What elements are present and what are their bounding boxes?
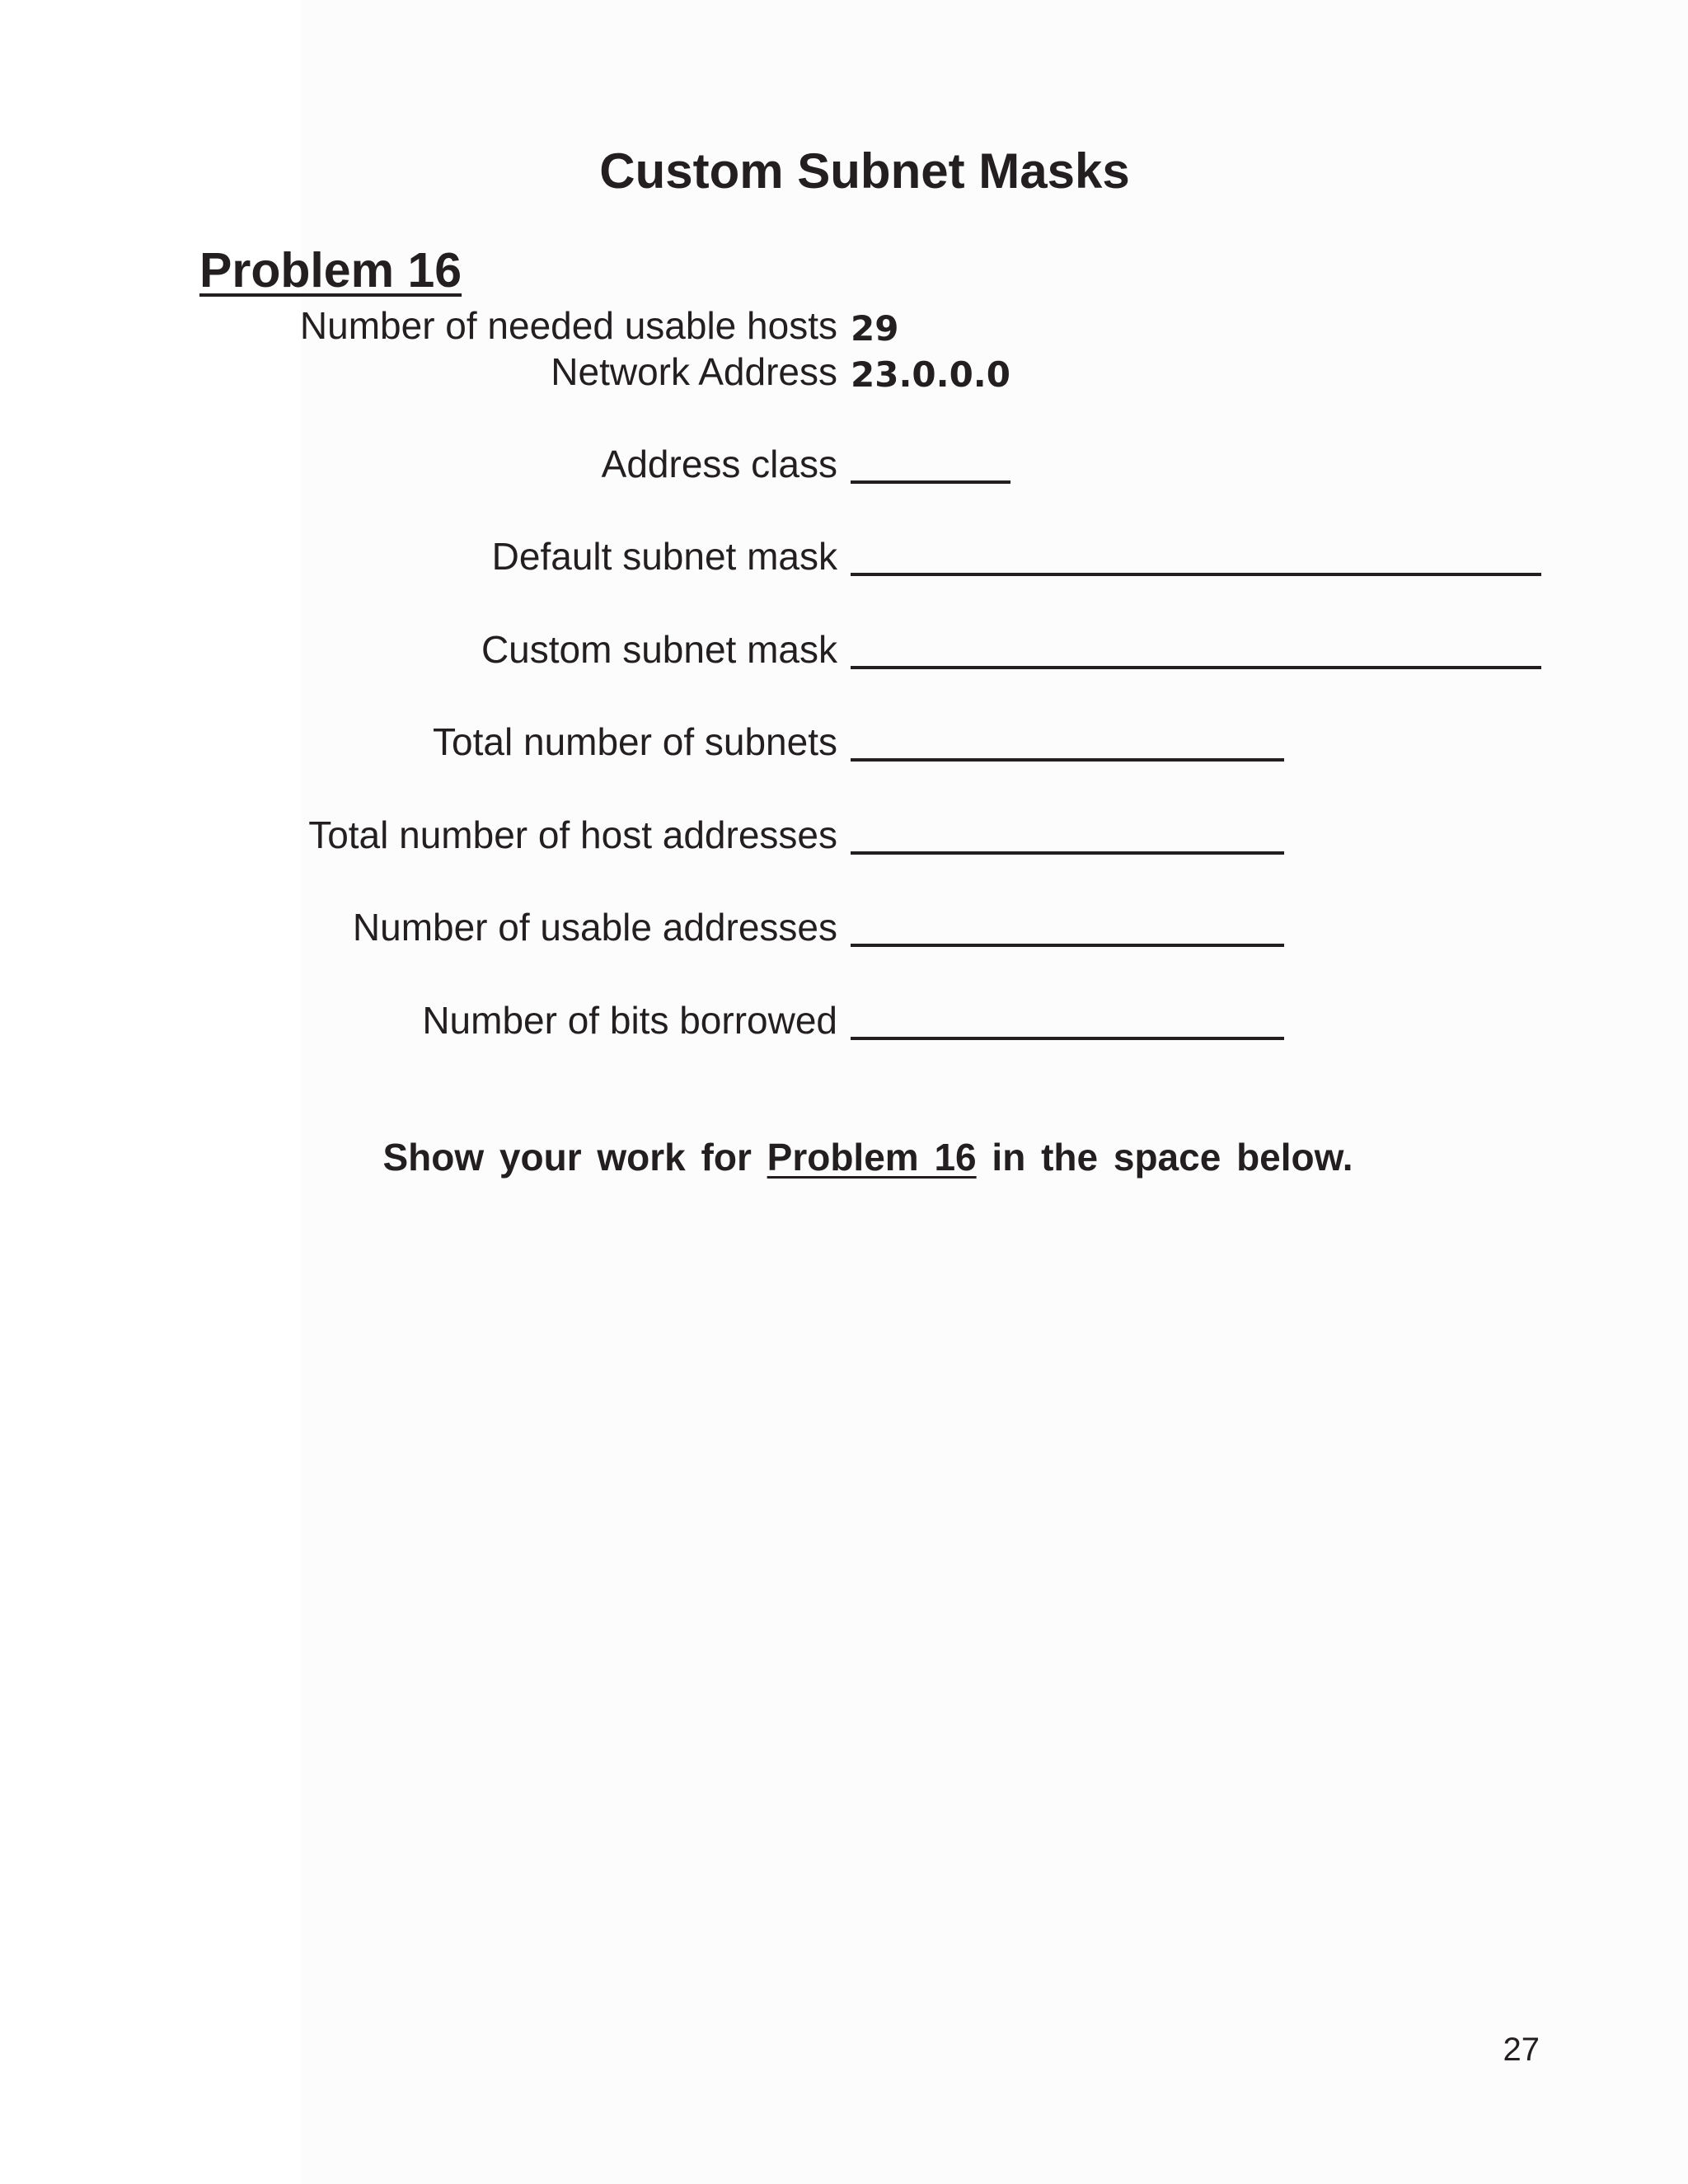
usable-addresses-label: Number of usable addresses: [352, 906, 837, 949]
bits-borrowed-answer-line[interactable]: [851, 1037, 1284, 1040]
address-class-answer-line[interactable]: [851, 480, 1010, 484]
work-prompt-problem-reference: Problem 16: [767, 1136, 977, 1179]
total-host-addresses-answer-line[interactable]: [851, 851, 1284, 855]
given-hosts-label: Number of needed usable hosts: [299, 304, 837, 347]
custom-subnet-mask-answer-line[interactable]: [851, 666, 1541, 669]
custom-subnet-mask-label: Custom subnet mask: [481, 628, 837, 671]
total-subnets-row: [0, 715, 1688, 768]
work-prompt: [0, 1131, 1688, 1183]
page-number: 27: [1503, 2032, 1540, 2068]
default-subnet-mask-answer-line[interactable]: [851, 573, 1541, 576]
work-prompt-lead: Show your work for: [382, 1136, 752, 1179]
given-network-label: Network Address: [551, 350, 837, 393]
given-hosts-row: [0, 299, 1688, 352]
total-subnets-label: Total number of subnets: [433, 720, 837, 763]
problem-heading: Problem 16: [199, 243, 462, 298]
bits-borrowed-row: [0, 994, 1688, 1047]
address-class-row: [0, 438, 1688, 490]
given-hosts-value: 29: [851, 308, 899, 349]
given-network-row: [0, 345, 1688, 398]
given-network-value: 23.0.0.0: [851, 354, 1010, 395]
usable-addresses-row: [0, 901, 1688, 954]
total-host-addresses-label: Total number of host addresses: [308, 813, 837, 856]
custom-subnet-mask-row: [0, 623, 1688, 676]
work-prompt-tail: in the space below.: [992, 1136, 1353, 1179]
usable-addresses-answer-line[interactable]: [851, 944, 1284, 947]
address-class-label: Address class: [601, 443, 837, 485]
default-subnet-mask-row: [0, 530, 1688, 583]
total-subnets-answer-line[interactable]: [851, 758, 1284, 762]
total-host-addresses-row: [0, 808, 1688, 861]
bits-borrowed-label: Number of bits borrowed: [422, 999, 837, 1042]
page-title: Custom Subnet Masks: [599, 143, 1130, 199]
default-subnet-mask-label: Default subnet mask: [491, 535, 837, 578]
